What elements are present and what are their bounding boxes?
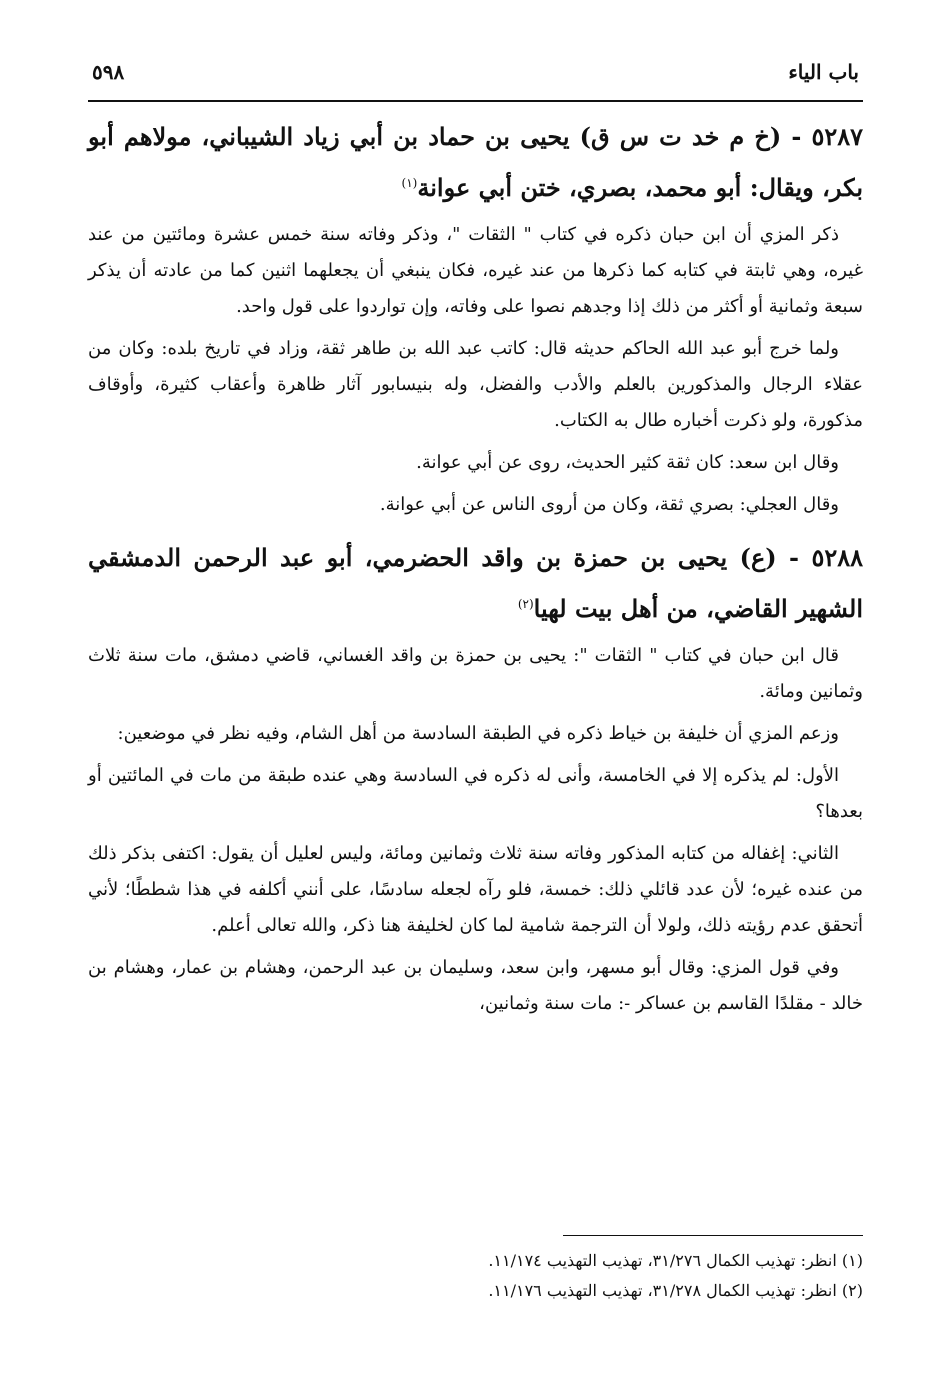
page-body xyxy=(88,60,863,1022)
footnote-ref: (١) xyxy=(401,176,418,190)
running-header xyxy=(88,60,863,102)
page-number: ٥٩٨ xyxy=(92,60,125,84)
footnote-ref: (٢) xyxy=(517,597,534,611)
entry-5287 xyxy=(88,114,863,523)
paragraph: وقال العجلي: بصري ثقة، وكان من أروى الناس عن أبي عوانة. xyxy=(379,494,839,515)
footnote-divider xyxy=(563,1235,863,1236)
footnote: (٢) انظر: تهذيب الكمال ٣١/٢٧٨، تهذيب التهذيب ١١/١٧٦. xyxy=(488,1281,863,1300)
paragraph: وفي قول المزي: وقال أبو مسهر، وابن سعد، وسليمان بن عبد الرحمن، وهشام بن عمار، وهشام بن خالد - مقلدًا القاسم بن عساكر -: مات سنة وثمانين، xyxy=(88,957,863,1014)
paragraph: الثاني: إغفاله من كتابه المذكور وفاته سنة ثلاث وثمانين ومائة، وليس لعليل أن يقول: اكتفى بذكر ذلك من عنده غيره؛ لأن عدد قائلي ذلك: خمسة، فلو رآه لجعله سادسًا، على أنني أكلفه في هذا شططًا؛ لأني أتحقق عدم رؤيته ذلك، ولولا أن الترجمة شامية لما كان لخليفة هنا ذكر، والله تعالى أعلم. xyxy=(88,843,863,936)
paragraph: الأول: لم يذكره إلا في الخامسة، وأنى له ذكره في السادسة وهي عنده طبقة من مات في المائتين أو بعدها؟ xyxy=(88,765,863,822)
entry-title-text: ٥٢٨٨ - (ع) يحيى بن حمزة بن واقد الحضرمي، أبو عبد الرحمن الدمشقي الشهير القاضي، من أهل بيت لهيا xyxy=(88,543,863,623)
paragraph: وقال ابن سعد: كان ثقة كثير الحديث، روى عن أبي عوانة. xyxy=(416,452,839,473)
entry-5288 xyxy=(88,535,863,1022)
paragraph: ولما خرج أبو عبد الله الحاكم حديثه قال: كاتب عبد الله بن طاهر ثقة، وزاد في تاريخ بلده: وكان من عقلاء الرجال والمذكورين بالعلم والأدب والفضل، وله بنيسابور آثار ظاهرة وأعقاب كثيرة، وأوقاف مذكورة، ولو ذكرت أخباره طال به الكتاب. xyxy=(88,338,863,431)
paragraph: وزعم المزي أن خليفة بن خياط ذكره في الطبقة السادسة من أهل الشام، وفيه نظر في موضعين: xyxy=(117,723,839,744)
entry-title xyxy=(88,114,863,211)
entry-title xyxy=(88,535,863,632)
entry-title-text: ٥٢٨٧ - (خ م خد ت س ق) يحيى بن حماد بن أبي زياد الشيباني، مولاهم أبو بكر، ويقال: أبو محمد، بصري، ختن أبي عوانة xyxy=(88,122,863,202)
footnotes xyxy=(88,1235,863,1306)
footnote: (١) انظر: تهذيب الكمال ٣١/٢٧٦، تهذيب التهذيب ١١/١٧٤. xyxy=(488,1251,863,1270)
paragraph: قال ابن حبان في كتاب " الثقات ": يحيى بن حمزة بن واقد الغساني، قاضي دمشق، مات سنة ثلاث وثمانين ومائة. xyxy=(88,645,863,702)
paragraph: ذكر المزي أن ابن حبان ذكره في كتاب " الثقات "، وذكر وفاته سنة خمس عشرة ومائتين من عند غيره، وهي ثابتة في كتابه كما ذكرها من عند غيره، فكان ينبغي أن يجعلهما اثنين كما من عادته أن يذكر سبعة وثمانية أو أكثر من ذلك إذا وجدهم نصوا على وفاته، وإن تواردوا على قول واحد. xyxy=(88,224,863,317)
chapter-title: باب الياء xyxy=(788,60,859,84)
